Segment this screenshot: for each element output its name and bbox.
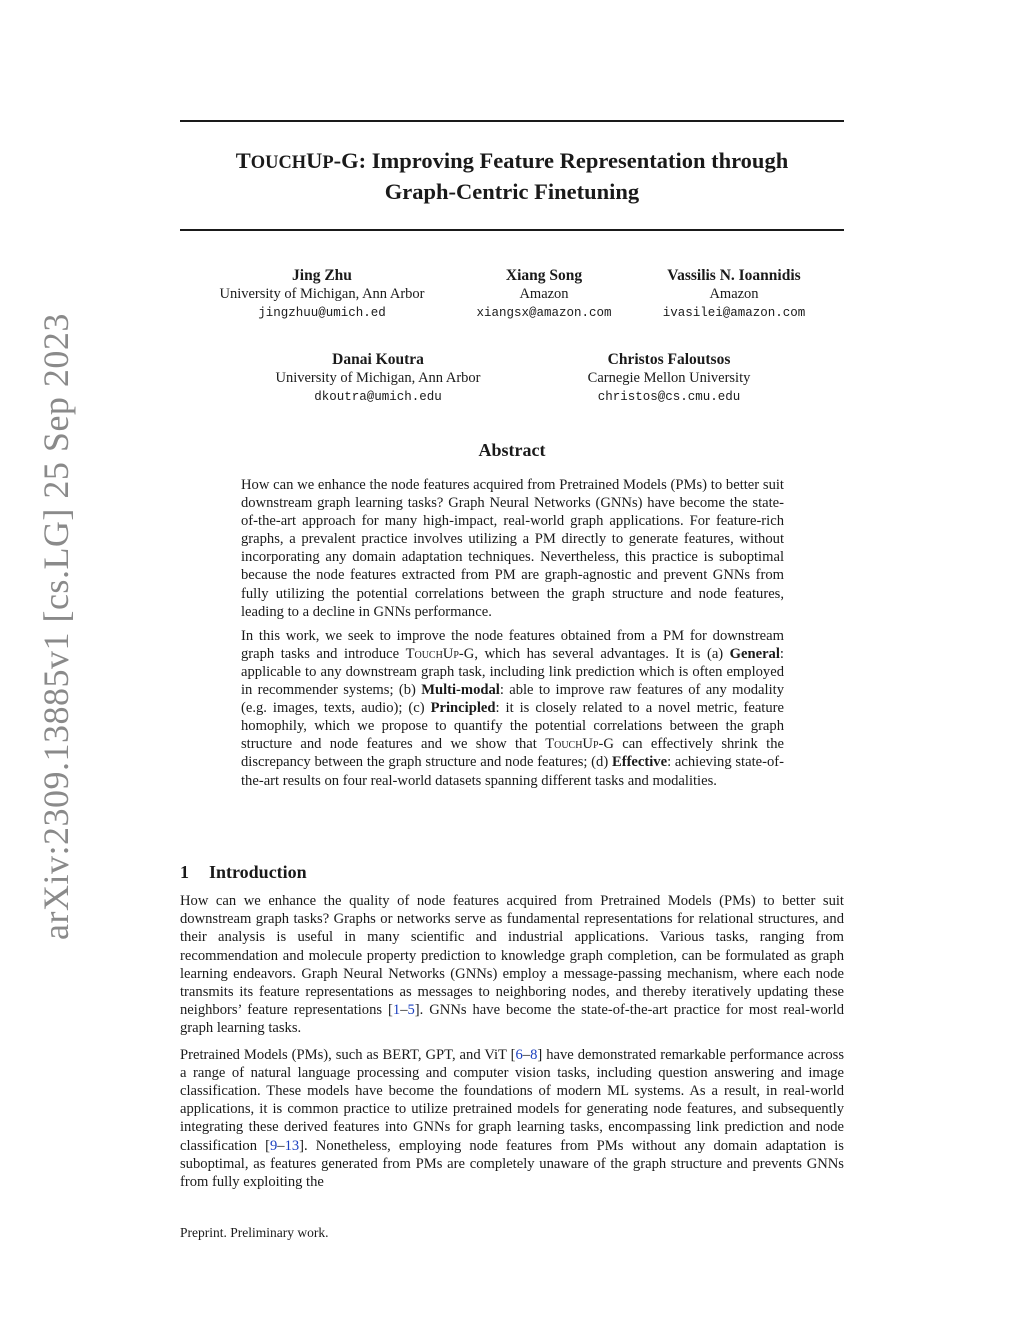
title-rule-bottom <box>180 229 844 231</box>
author-email[interactable]: dkoutra@umich.edu <box>314 390 442 404</box>
author-name: Danai Koutra <box>332 351 424 368</box>
text-run: : applicable to any downstream graph task, including link prediction which is often employed in recommender systems; (b) <box>241 645 784 699</box>
author-name: Christos Faloutsos <box>607 351 731 368</box>
text-run: ]. GNNs have become the state-of-the-art practice for most real-world graph learning tasks. <box>180 1002 844 1037</box>
citation-link[interactable]: 5 <box>407 1002 415 1019</box>
bold-term: Multi-modal <box>421 682 500 699</box>
method-name-part: OUCH <box>250 152 307 172</box>
paper-title <box>180 146 844 207</box>
author-affiliation: Amazon <box>519 286 569 302</box>
author-affiliation: University of Michigan, Ann Arbor <box>219 286 425 302</box>
citation-link[interactable]: 8 <box>530 1046 538 1063</box>
citation-link[interactable]: 6 <box>515 1046 523 1063</box>
body-paragraph <box>180 892 844 1038</box>
abstract-heading: Abstract <box>478 440 546 460</box>
text-run: – <box>277 1137 285 1154</box>
author-block <box>476 266 611 323</box>
bold-term: Principled <box>430 700 496 717</box>
citation-link[interactable]: 9 <box>269 1137 278 1154</box>
method-name-part: P <box>322 152 334 172</box>
citation-link[interactable]: 1 <box>392 1002 401 1019</box>
author-affiliation: University of Michigan, Ann Arbor <box>275 370 481 386</box>
author-affiliation: Carnegie Mellon University <box>587 370 751 386</box>
arxiv-identifier: arXiv:2309.13885v1 [cs.LG] 25 Sep 2023 <box>36 313 76 940</box>
text-run: can effectively shrink the discrepancy between the graph structure and node features; (d) <box>241 736 784 771</box>
author-name: Jing Zhu <box>292 267 352 284</box>
title-line-2: Graph-Centric Finetuning <box>384 179 640 204</box>
method-name-part: -G <box>333 148 359 173</box>
author-email[interactable]: ivasilei@amazon.com <box>662 306 806 320</box>
text-run: – <box>400 1002 408 1019</box>
text-run: How can we enhance the quality of node features acquired from Pretrained Models (PMs) to better suit downstream graph tasks? Graphs or networks serve as fundamental representations for relational structures, and their analysis is useful in many scientific and industrial applications. Various tasks, ranging from recommendation and molecule property prediction to knowledge graph completion, can be formulated as graph learning endeavors. Graph Neural Networks (GNNs) employ a message-passing mechanism, where each node transmits its feature representations as messages to neighboring nodes, and thereby iteratively updating these neighbors’ feature representations [ <box>180 893 844 1019</box>
author-block <box>220 266 425 323</box>
text-run: , which has several advantages. It is (a) <box>474 645 730 662</box>
text-run: : able to improve raw features of any modality (e.g. images, texts, audio); (c) <box>241 682 784 717</box>
section-number: 1 <box>180 862 189 882</box>
abstract-paragraph: How can we enhance the node features acquired from Pretrained Models (PMs) to better suit downstream graph learning tasks? Graph Neural Networks (GNNs) have become the state-of-the-art approach for many high-impact, real-world graph applications. For feature-rich graphs, a prevalent practice involves utilizing a PM directly to generate features, without incorporating any domain adaptation techniques. Nevertheless, this practice is suboptimal because the node features extracted from PM are graph-agnostic and prevent GNNs from fully utilizing the potential correlations between the graph structure and node features, leading to a decline in GNNs performance. <box>241 477 784 620</box>
citation-link[interactable]: 13 <box>284 1137 300 1154</box>
text-run: Pretrained Models (PMs), such as BERT, GPT, and ViT [ <box>180 1046 516 1063</box>
author-name: Vassilis N. Ioannidis <box>667 267 801 284</box>
author-email[interactable]: xiangsx@amazon.com <box>476 306 612 320</box>
abstract-paragraph <box>241 627 784 790</box>
method-name: TouchUp-G <box>545 736 614 753</box>
author-block <box>663 266 806 323</box>
method-name <box>236 148 359 173</box>
title-rule-top <box>180 120 844 122</box>
text-run: : achieving state-of-the-art results on four real-world datasets spanning different tasks and modalities. <box>241 754 785 789</box>
section-title: Introduction <box>209 862 307 882</box>
method-name: TouchUp-G <box>405 645 475 662</box>
title-line-1-text: : Improving Feature Representation through <box>358 148 789 173</box>
author-email[interactable]: jingzhuu@umich.ed <box>258 306 386 320</box>
abstract-body <box>241 476 784 796</box>
introduction-body <box>180 892 844 1199</box>
body-paragraph <box>180 1046 844 1192</box>
bold-term: Effective <box>611 754 668 771</box>
author-block <box>588 350 751 407</box>
section-heading <box>180 862 307 883</box>
author-email[interactable]: christos@cs.cmu.edu <box>597 390 741 404</box>
author-affiliation: Amazon <box>709 286 759 302</box>
text-run: In this work, we seek to improve the node features obtained from a PM for downstream graph tasks and introduce <box>241 627 784 662</box>
bold-term: General <box>729 645 780 662</box>
method-name-part: T <box>235 148 251 173</box>
author-name: Xiang Song <box>505 267 583 284</box>
author-block <box>276 350 481 407</box>
method-name-part: U <box>306 148 323 173</box>
footer-note: Preprint. Preliminary work. <box>180 1225 329 1240</box>
text-run: ]. Nonetheless, employing node features from PMs without any domain adaptation is suboptimal, as features generated from PMs are completely unaware of the graph structure and prevents GNNs from fully exploiting the <box>180 1137 844 1191</box>
text-run: – <box>522 1046 531 1063</box>
title-line-1 <box>236 148 788 173</box>
text-run: : it is closely related to a novel metric, feature homophily, which we propose to quantify the potential correlations between the graph structure and node features and we show that <box>241 700 784 753</box>
text-run: ] have demonstrated remarkable performance across a range of natural language processing and computer vision tasks, including question answering and image classification. These models have become the foundations of modern ML systems. As a result, in real-world applications, it is common practice to utilize pretrained models for generating node features, and subsequently integrating these derived features into GNNs for graph learning tasks, encompassing link prediction and node classification [ <box>180 1046 844 1154</box>
